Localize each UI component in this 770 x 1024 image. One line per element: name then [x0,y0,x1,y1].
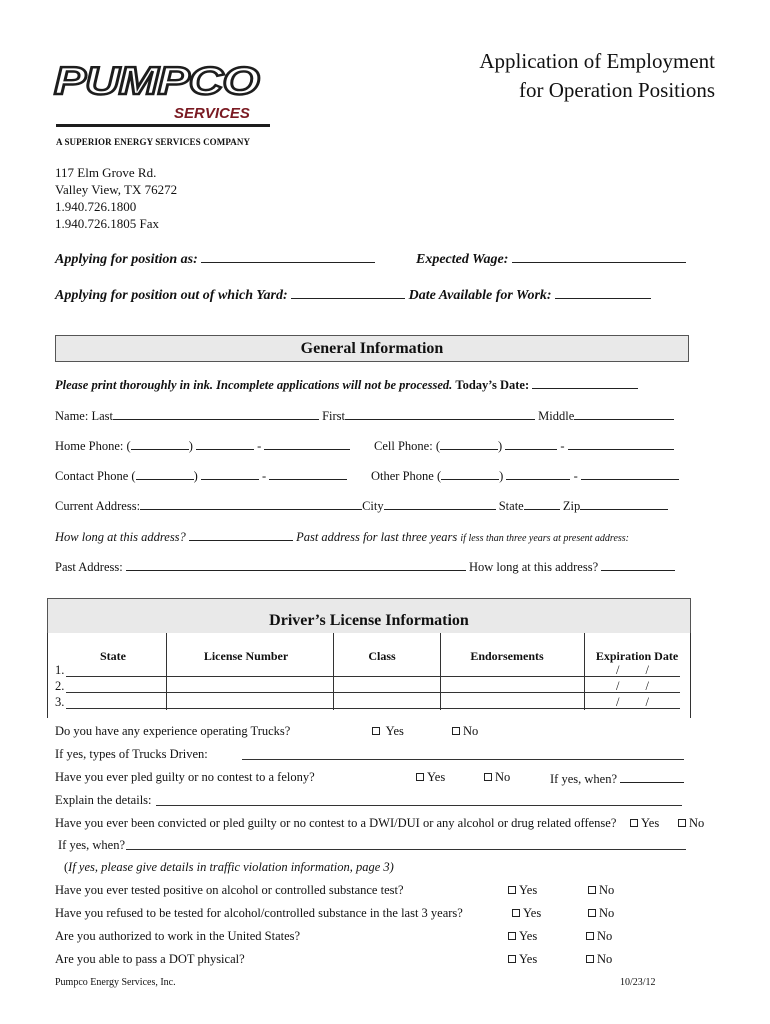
cell-phone-area-field[interactable] [440,437,498,450]
dash: - [257,439,262,453]
current-address-label: Current Address: [55,499,141,513]
expected-wage-label: Expected Wage: [416,252,509,267]
logo-rule [56,124,270,127]
contact-phone-prefix-field[interactable] [201,467,259,480]
trucks-types-label: If yes, types of Trucks Driven: [55,747,208,761]
how-long-past-label: How long at this address? [468,560,599,574]
explain-label: Explain the details: [55,793,152,807]
yard-field[interactable] [291,286,405,299]
footer-company: Pumpco Energy Services, Inc. [55,977,176,988]
col-state-header: State [100,649,126,663]
past-address-field[interactable] [126,558,466,571]
dwi-when-label: If yes, when? [58,838,125,852]
general-info-header: General Information [55,335,689,362]
refused-question: Have you refused to be tested for alcohol/controlled substance in the last 3 years? [55,906,463,920]
yard-label: Applying for position out of which Yard: [55,288,288,303]
license-info-header: Driver’s License Information [47,598,691,633]
checkbox-icon[interactable] [508,955,516,963]
felony-when-row [550,770,684,787]
checkbox-icon[interactable] [586,932,594,940]
yard-row [55,286,651,304]
tested-positive-no-option[interactable]: No [588,883,614,898]
title-line-1: Application of Employment [479,49,715,73]
how-long-row [55,528,629,545]
paren: ) [499,469,504,483]
city-field[interactable] [384,497,496,510]
todays-date-field[interactable] [532,376,638,389]
paren: ) [497,439,503,453]
cell-phone-label: Cell Phone: [374,439,433,453]
checkbox-icon[interactable] [512,909,520,917]
license-row-3-line[interactable] [66,708,680,709]
trucks-question: Do you have any experience operating Trucks? [55,724,291,738]
paren: ) [193,469,198,483]
dash: - [573,469,578,483]
table-col-divider [166,633,167,710]
authorized-question: Are you authorized to work in the United States? [55,929,301,943]
checkbox-icon[interactable] [416,773,424,781]
dash: - [560,439,565,453]
home-phone-line-field[interactable] [264,437,350,450]
checkbox-icon[interactable] [678,819,686,827]
authorized-no-option[interactable]: No [586,929,612,944]
traffic-note: (If yes, please give details in traffic violation information, page 3) [64,860,394,874]
license-row-1-label: 1. [55,663,65,677]
checkbox-icon[interactable] [588,886,596,894]
address-fax: 1.940.726.1805 Fax [55,216,159,231]
other-phone-line-field[interactable] [581,467,679,480]
tested-positive-yes-option[interactable]: Yes [508,883,537,898]
authorized-yes-option[interactable]: Yes [508,929,537,944]
other-phone-row [371,467,679,484]
cell-phone-row [374,437,674,454]
name-middle-label: Middle [538,409,575,423]
paren: ( [126,439,131,453]
felony-question: Have you ever pled guilty or no contest to a felony? [55,770,315,784]
name-last-field[interactable] [113,407,319,420]
paren: ( [435,439,440,453]
footer-date: 10/23/12 [620,977,656,988]
past-address-row [55,558,675,575]
checkbox-icon[interactable] [372,727,380,735]
state-label: State [498,499,524,513]
trucks-types-field[interactable] [242,759,684,760]
checkbox-icon[interactable] [588,909,596,917]
home-phone-area-field[interactable] [131,437,189,450]
todays-date-label: Today’s Date: [455,378,530,392]
paren: ( [436,469,442,483]
dwi-question: Have you ever been convicted or pled guilty or no contest to a DWI/DUI or any alcohol or drug related offense? [55,816,617,830]
explain-field[interactable] [156,805,682,806]
checkbox-icon[interactable] [452,727,460,735]
table-col-divider [333,633,334,710]
name-first-label: First [322,409,346,423]
checkbox-icon[interactable] [586,955,594,963]
trucks-yes-option[interactable]: Yes [372,724,404,739]
instruction-text: Please print thoroughly in ink. Incomplete applications will not be processed. [55,378,453,392]
name-last-label: Name: Last [55,409,113,423]
other-phone-prefix-field[interactable] [506,467,570,480]
cell-phone-prefix-field[interactable] [505,437,557,450]
applying-position-field[interactable] [201,250,375,263]
company-address [55,164,177,232]
zip-label: Zip [562,499,581,513]
address-city: Valley View, TX 76272 [55,182,178,197]
title-line-2: for Operation Positions [519,78,715,102]
table-border-left [47,633,48,718]
felony-yes-option[interactable]: Yes [416,770,445,785]
dot-question: Are you able to pass a DOT physical? [55,952,245,966]
dwi-when-field[interactable] [126,849,686,850]
document-title [479,47,715,105]
dot-yes-option[interactable]: Yes [508,952,537,967]
contact-phone-area-field[interactable] [136,467,194,480]
tested-positive-question: Have you ever tested positive on alcohol or controlled substance test? [55,883,404,897]
col-expiration-header: Expiration Date [595,649,679,663]
col-license-number-header: License Number [203,649,289,663]
expected-wage-field[interactable] [512,250,686,263]
name-middle-field[interactable] [574,407,674,420]
table-col-divider [584,633,585,710]
applying-position-row [55,250,375,268]
name-row [55,407,674,424]
home-phone-prefix-field[interactable] [196,437,254,450]
felony-when-label: If yes, when? [550,772,617,786]
date-available-label: Date Available for Work: [408,288,552,303]
how-long-field[interactable] [189,528,293,541]
checkbox-icon[interactable] [630,819,638,827]
company-logo: PUMPCO [54,59,259,103]
refused-yes-option[interactable]: Yes [512,906,541,921]
table-border-right [690,633,691,718]
contact-phone-row [55,467,347,484]
dash: - [261,469,267,483]
instruction-row [55,376,638,393]
other-phone-area-field[interactable] [441,467,499,480]
dot-no-option[interactable]: No [586,952,612,967]
col-class-header: Class [368,649,396,663]
license-row-2-label: 2. [55,679,65,693]
checkbox-icon[interactable] [484,773,492,781]
checkbox-icon[interactable] [508,886,516,894]
paren: ) [188,439,193,453]
home-phone-row [55,437,350,454]
expected-wage-row [416,250,686,268]
license-row-2-line[interactable] [66,692,680,693]
logo-services-text: SERVICES [174,105,250,122]
home-phone-label: Home Phone: [55,439,124,453]
refused-no-option[interactable]: No [588,906,614,921]
cell-phone-line-field[interactable] [568,437,674,450]
name-first-field[interactable] [345,407,535,420]
zip-field[interactable] [580,497,668,510]
other-phone-label: Other Phone [371,469,434,483]
license-row-1-line[interactable] [66,676,680,677]
checkbox-icon[interactable] [508,932,516,940]
contact-phone-label: Contact Phone [55,469,129,483]
address-phone: 1.940.726.1800 [55,199,137,214]
license-row-3-label: 3. [55,695,65,709]
expiration-slashes-1: / / [616,663,649,677]
expiration-slashes-2: / / [616,679,649,693]
expiration-slashes-3: / / [616,695,649,709]
contact-phone-line-field[interactable] [269,467,347,480]
current-address-row [55,497,668,514]
dwi-yes-option[interactable]: Yes [630,816,659,831]
city-label: City [362,499,384,513]
date-available-field[interactable] [555,286,651,299]
past-three-note: if less than three years at present address: [460,533,629,544]
current-address-field[interactable] [140,497,362,510]
felony-when-field[interactable] [620,770,684,783]
how-long-past-field[interactable] [601,558,675,571]
col-endorsements-header: Endorsements [470,649,544,663]
address-street: 117 Elm Grove Rd. [55,165,157,180]
state-field[interactable] [524,497,560,510]
logo-tagline: A SUPERIOR ENERGY SERVICES COMPANY [56,137,251,147]
past-address-label: Past Address: [55,560,123,574]
felony-no-option[interactable]: No [484,770,510,785]
trucks-no-option[interactable]: No [452,724,478,739]
past-three-label: Past address for last three years [296,530,458,544]
dwi-no-option[interactable]: No [678,816,704,831]
table-col-divider [440,633,441,710]
applying-position-label: Applying for position as: [55,252,198,267]
paren: ( [131,469,136,483]
how-long-label: How long at this address? [55,530,186,544]
